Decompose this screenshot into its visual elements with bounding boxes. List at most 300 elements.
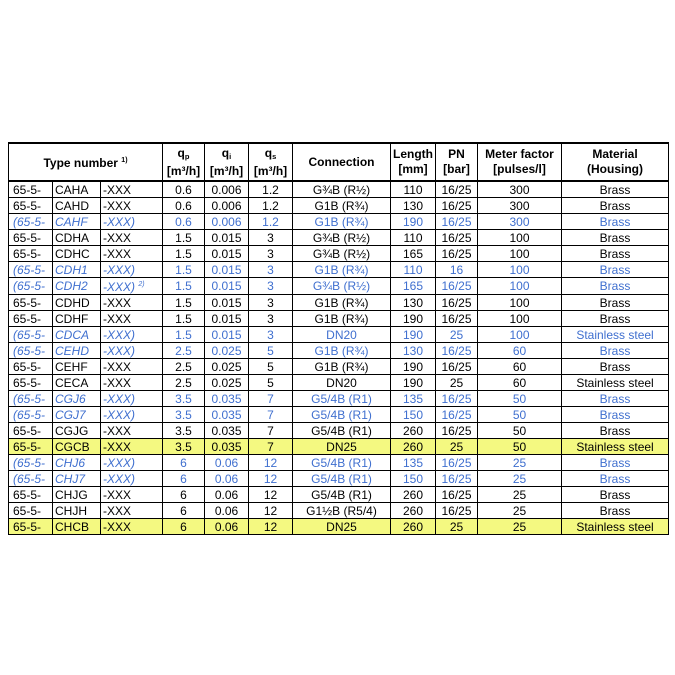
meter-factor-value-text: 100 [509, 246, 530, 261]
connection-value-text: DN25 [326, 439, 357, 454]
qi-value-text: 0.035 [211, 407, 242, 422]
type-prefix-text: (65-5- [13, 214, 46, 229]
length-value-text: 150 [403, 407, 424, 422]
qp-value [163, 214, 205, 230]
qi-value [205, 423, 249, 439]
qs-value [249, 423, 293, 439]
material-value-text: Brass [599, 359, 631, 374]
connection-value [293, 423, 391, 439]
qs-value [249, 198, 293, 214]
pn-value-text: 16/25 [441, 198, 472, 213]
qp-value [163, 487, 205, 503]
type-code [53, 230, 101, 246]
qp-value [163, 230, 205, 246]
qi-value [205, 214, 249, 230]
qi-value-text: 0.015 [211, 246, 242, 261]
type-code [53, 455, 101, 471]
type-suffix [101, 214, 163, 230]
type-suffix-text: -XXX [103, 439, 132, 454]
pn-value-text: 16/25 [441, 311, 472, 326]
qp-value-text: 6 [180, 503, 187, 518]
qs-value [249, 375, 293, 391]
table-row [9, 407, 669, 423]
type-code-text: CHJ6 [55, 455, 86, 470]
type-prefix [9, 311, 53, 327]
type-prefix [9, 407, 53, 423]
qs-value [249, 295, 293, 311]
pn-value-text: 16/25 [441, 503, 472, 518]
connection-value-text: G1B (R¾) [314, 198, 369, 213]
pn-value [436, 519, 478, 535]
table-row [9, 503, 669, 519]
qi-value-text: 0.06 [214, 455, 239, 470]
length-value [391, 262, 436, 278]
qp-value-text: 6 [180, 487, 187, 502]
qs-value-text: 7 [267, 391, 274, 406]
type-prefix-text: (65-5- [13, 279, 46, 293]
header-connection-label: Connection [308, 154, 375, 169]
qi-value-text: 0.015 [211, 262, 242, 277]
pn-value [436, 359, 478, 375]
type-prefix-text: 65-5- [13, 295, 42, 310]
qp-value-text: 1.5 [175, 295, 192, 310]
type-suffix-text: -XXX) [103, 391, 136, 406]
length-value-text: 190 [403, 311, 424, 326]
qs-value-text: 5 [267, 359, 274, 374]
type-suffix [101, 407, 163, 423]
qp-value-text: 0.6 [175, 182, 192, 197]
type-prefix [9, 391, 53, 407]
header-qp-symbol: q [177, 145, 185, 160]
type-suffix [101, 375, 163, 391]
type-prefix-text: (65-5- [13, 455, 46, 470]
length-value [391, 487, 436, 503]
type-prefix [9, 278, 53, 295]
length-value [391, 230, 436, 246]
length-value-text: 135 [403, 391, 424, 406]
length-value-text: 260 [403, 519, 424, 534]
qp-value [163, 503, 205, 519]
connection-value [293, 343, 391, 359]
connection-value-text: G¾B (R½) [312, 246, 371, 261]
length-value-text: 190 [403, 214, 424, 229]
length-value [391, 181, 436, 198]
type-prefix [9, 262, 53, 278]
material-value-text: Brass [599, 423, 631, 438]
material-value-text: Brass [599, 214, 631, 229]
type-prefix [9, 230, 53, 246]
type-code-text: CDHF [55, 311, 89, 326]
qs-value [249, 343, 293, 359]
meter-factor-value [478, 519, 562, 535]
qi-value-text: 0.015 [211, 295, 242, 310]
material-value [562, 471, 669, 487]
header-qs-subscript: s [272, 151, 277, 161]
length-value [391, 343, 436, 359]
type-suffix-text: -XXX [103, 503, 132, 518]
connection-value [293, 214, 391, 230]
meter-factor-value [478, 262, 562, 278]
material-value [562, 262, 669, 278]
material-value [562, 391, 669, 407]
meter-factor-value [478, 439, 562, 455]
material-value-text: Stainless steel [576, 375, 654, 390]
meter-factor-value [478, 471, 562, 487]
header-type-number-note: 1) [121, 157, 128, 164]
connection-value [293, 439, 391, 455]
type-prefix [9, 439, 53, 455]
table-row [9, 246, 669, 262]
length-value [391, 391, 436, 407]
pn-value-text: 25 [449, 439, 464, 454]
connection-value [293, 471, 391, 487]
type-suffix [101, 181, 163, 198]
type-prefix [9, 503, 53, 519]
qs-value-text: 12 [263, 471, 278, 486]
table-row [9, 375, 669, 391]
length-value [391, 375, 436, 391]
qp-value [163, 311, 205, 327]
type-code [53, 359, 101, 375]
meter-factor-value-text: 100 [509, 262, 530, 277]
qi-value [205, 262, 249, 278]
connection-value [293, 455, 391, 471]
qs-value [249, 181, 293, 198]
type-code [53, 519, 101, 535]
material-value-text: Brass [599, 182, 631, 197]
connection-value-text: DN20 [326, 375, 357, 390]
meter-factor-value [478, 214, 562, 230]
type-suffix-text: -XXX) [103, 343, 136, 358]
qp-value [163, 359, 205, 375]
qs-value [249, 311, 293, 327]
type-suffix [101, 311, 163, 327]
qp-value-text: 1.5 [175, 327, 192, 342]
qs-value [249, 407, 293, 423]
pn-value-text: 16/25 [441, 214, 472, 229]
material-value-text: Brass [599, 279, 631, 293]
pn-value-text: 16/25 [441, 343, 472, 358]
qi-value-text: 0.006 [211, 214, 242, 229]
table-row [9, 391, 669, 407]
qi-value-text: 0.015 [211, 327, 242, 342]
meter-spec-table-container [8, 142, 668, 535]
material-value [562, 487, 669, 503]
qs-value [249, 503, 293, 519]
pn-value [436, 487, 478, 503]
length-value-text: 110 [403, 230, 423, 245]
qi-value-text: 0.015 [211, 311, 242, 326]
header-row [9, 143, 669, 181]
table-row [9, 471, 669, 487]
header-length-label: Length [393, 147, 434, 161]
material-value-text: Brass [599, 503, 631, 518]
qp-value [163, 439, 205, 455]
connection-value-text: G1B (R¾) [314, 295, 369, 310]
material-value [562, 295, 669, 311]
header-length [391, 143, 436, 181]
table-row [9, 214, 669, 230]
length-value-text: 165 [403, 246, 424, 261]
material-value [562, 278, 669, 295]
header-qi [205, 143, 249, 181]
type-suffix-text: -XXX [103, 311, 132, 326]
pn-value-text: 16/25 [441, 359, 472, 374]
meter-factor-value [478, 295, 562, 311]
type-suffix-text: -XXX) [103, 280, 136, 294]
qs-value [249, 391, 293, 407]
meter-factor-value [478, 230, 562, 246]
pn-value [436, 230, 478, 246]
type-suffix [101, 439, 163, 455]
meter-factor-value-text: 60 [512, 359, 527, 374]
length-value-text: 260 [403, 423, 424, 438]
qi-value [205, 359, 249, 375]
type-code-text: CDCA [55, 327, 90, 342]
header-type-number [9, 143, 163, 181]
meter-factor-value [478, 423, 562, 439]
meter-factor-value-text: 50 [512, 391, 527, 406]
header-type-number-label: Type number [43, 156, 118, 170]
type-suffix-text: -XXX [103, 519, 132, 534]
pn-value [436, 439, 478, 455]
pn-value-text: 16/25 [441, 182, 472, 197]
length-value [391, 311, 436, 327]
type-suffix [101, 262, 163, 278]
meter-factor-value-text: 50 [512, 439, 527, 454]
connection-value-text: G¾B (R½) [312, 230, 371, 245]
connection-value [293, 295, 391, 311]
table-row [9, 343, 669, 359]
qi-value-text: 0.06 [214, 487, 239, 502]
type-code [53, 375, 101, 391]
pn-value [436, 423, 478, 439]
header-connection [293, 143, 391, 181]
material-value-text: Stainless steel [576, 439, 654, 454]
meter-factor-value [478, 278, 562, 295]
connection-value-text: DN20 [326, 327, 357, 342]
length-value [391, 471, 436, 487]
type-prefix-text: (65-5- [13, 407, 46, 422]
type-prefix-text: 65-5- [13, 487, 42, 502]
meter-factor-value [478, 455, 562, 471]
connection-value [293, 359, 391, 375]
type-prefix [9, 214, 53, 230]
qi-value-text: 0.035 [211, 391, 242, 406]
type-prefix-text: (65-5- [13, 343, 46, 358]
qs-value-text: 5 [267, 343, 274, 358]
type-prefix [9, 375, 53, 391]
type-code-text: CGJG [55, 423, 89, 438]
table-row [9, 455, 669, 471]
type-prefix [9, 359, 53, 375]
qi-value-text: 0.025 [211, 359, 242, 374]
material-value-text: Brass [599, 471, 631, 486]
pn-value [436, 391, 478, 407]
qs-value-text: 1.2 [262, 182, 279, 197]
meter-factor-value [478, 391, 562, 407]
pn-value-text: 25 [449, 327, 464, 342]
qp-value [163, 407, 205, 423]
length-value-text: 260 [403, 503, 424, 518]
connection-value-text: G1½B (R5/4) [306, 503, 377, 518]
connection-value [293, 262, 391, 278]
material-value-text: Brass [599, 262, 631, 277]
qi-value-text: 0.035 [211, 423, 242, 438]
qs-value-text: 7 [267, 423, 274, 438]
type-prefix-text: 65-5- [13, 375, 42, 390]
meter-factor-value-text: 60 [512, 375, 527, 390]
type-code-text: CAHF [55, 214, 88, 229]
length-value-text: 165 [403, 279, 424, 293]
qi-value-text: 0.025 [211, 375, 242, 390]
pn-value-text: 16/25 [441, 295, 472, 310]
material-value [562, 359, 669, 375]
connection-value [293, 519, 391, 535]
connection-value [293, 311, 391, 327]
type-suffix-text: -XXX [103, 182, 132, 197]
qp-value-text: 6 [180, 471, 187, 486]
table-row [9, 278, 669, 295]
material-value [562, 181, 669, 198]
qs-value [249, 214, 293, 230]
meter-factor-value [478, 359, 562, 375]
header-qs-unit: [m³/h] [253, 163, 288, 178]
material-value [562, 198, 669, 214]
material-value-text: Brass [599, 246, 631, 261]
type-suffix-text: -XXX [103, 375, 132, 390]
header-meter-factor-unit: [pulses/l] [493, 162, 546, 176]
qp-value-text: 6 [180, 519, 187, 534]
qi-value-text: 0.06 [214, 503, 239, 518]
type-suffix [101, 198, 163, 214]
length-value-text: 130 [403, 295, 424, 310]
meter-factor-value-text: 60 [512, 343, 527, 358]
type-prefix-text: 65-5- [13, 519, 42, 534]
type-prefix-text: 65-5- [13, 503, 42, 518]
header-qi-unit: [m³/h] [209, 163, 244, 178]
type-prefix [9, 327, 53, 343]
type-suffix [101, 503, 163, 519]
type-code [53, 343, 101, 359]
type-prefix [9, 246, 53, 262]
qp-value [163, 262, 205, 278]
header-pn-unit: [bar] [443, 162, 470, 176]
qp-value-text: 3.5 [175, 407, 192, 422]
type-code-text: CHCB [55, 519, 90, 534]
pn-value-text: 25 [449, 375, 464, 390]
qs-value-text: 12 [263, 503, 278, 518]
connection-value-text: G5/4B (R1) [311, 391, 372, 406]
qp-value-text: 0.6 [175, 198, 192, 213]
length-value [391, 439, 436, 455]
type-suffix-text: -XXX [103, 359, 132, 374]
qi-value [205, 407, 249, 423]
type-prefix-text: 65-5- [13, 182, 42, 197]
pn-value-text: 16/25 [441, 423, 472, 438]
length-value-text: 190 [403, 375, 424, 390]
type-code [53, 327, 101, 343]
connection-value-text: G5/4B (R1) [311, 407, 372, 422]
connection-value [293, 487, 391, 503]
type-prefix-text: 65-5- [13, 246, 42, 261]
table-row [9, 198, 669, 214]
pn-value [436, 407, 478, 423]
header-qi-subscript: i [229, 151, 232, 161]
table-row [9, 181, 669, 198]
material-value-text: Brass [599, 487, 631, 502]
table-row [9, 311, 669, 327]
length-value [391, 198, 436, 214]
length-value [391, 295, 436, 311]
type-code-text: CAHD [55, 198, 90, 213]
length-value [391, 407, 436, 423]
pn-value-text: 16/25 [441, 471, 472, 486]
connection-value [293, 198, 391, 214]
type-suffix [101, 471, 163, 487]
pn-value [436, 262, 478, 278]
table-row [9, 519, 669, 535]
qi-value-text: 0.06 [214, 519, 239, 534]
connection-value [293, 327, 391, 343]
type-code-text: CHJ7 [55, 471, 86, 486]
qi-value [205, 327, 249, 343]
pn-value [436, 311, 478, 327]
length-value-text: 130 [403, 343, 424, 358]
header-material-label: Material [592, 147, 638, 161]
meter-factor-value [478, 503, 562, 519]
length-value-text: 110 [403, 182, 423, 197]
qs-value [249, 246, 293, 262]
qp-value [163, 343, 205, 359]
qs-value [249, 230, 293, 246]
header-material [562, 143, 669, 181]
qi-value [205, 295, 249, 311]
type-prefix-text: (65-5- [13, 391, 46, 406]
type-suffix [101, 423, 163, 439]
connection-value-text: G1B (R¾) [314, 311, 369, 326]
table-row [9, 439, 669, 455]
material-value [562, 343, 669, 359]
table-row [9, 359, 669, 375]
material-value-text: Brass [599, 391, 631, 406]
qi-value [205, 471, 249, 487]
type-prefix [9, 181, 53, 198]
material-value-text: Brass [599, 343, 631, 358]
connection-value [293, 503, 391, 519]
material-value-text: Brass [599, 295, 631, 310]
qi-value [205, 439, 249, 455]
length-value-text: 190 [403, 359, 424, 374]
type-code-text: CGJ6 [55, 391, 86, 406]
qs-value-text: 3 [267, 295, 274, 310]
qp-value-text: 1.5 [175, 230, 192, 245]
type-suffix [101, 343, 163, 359]
footnote-marker: 2) [138, 281, 145, 288]
connection-value [293, 391, 391, 407]
qp-value-text: 3.5 [175, 439, 192, 454]
connection-value-text: G¾B (R½) [312, 182, 371, 197]
type-code [53, 311, 101, 327]
qp-value [163, 278, 205, 295]
material-value-text: Brass [599, 455, 631, 470]
type-suffix [101, 327, 163, 343]
qi-value [205, 343, 249, 359]
qp-value-text: 0.6 [175, 214, 192, 229]
material-value [562, 455, 669, 471]
pn-value [436, 471, 478, 487]
qs-value [249, 359, 293, 375]
